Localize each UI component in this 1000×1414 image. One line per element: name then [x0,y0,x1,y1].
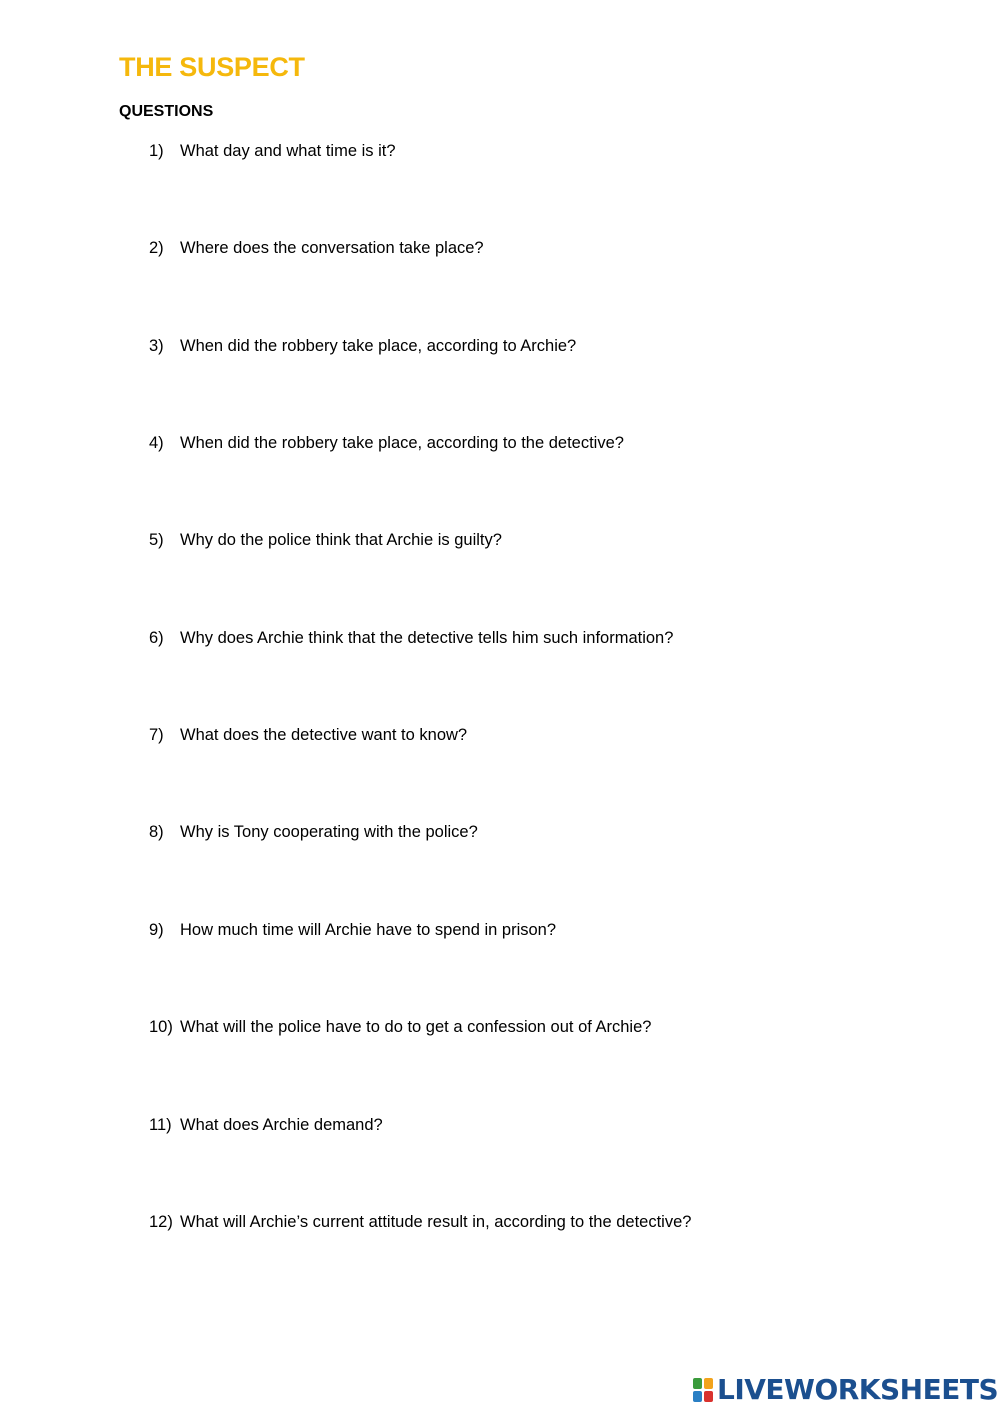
question-number: 9) [149,921,164,939]
liveworksheets-logo [692,1373,998,1407]
question-item [149,822,478,842]
question-item [149,433,624,453]
question-item [149,1017,651,1037]
question-item [149,141,396,161]
question-number: 2) [149,239,164,257]
question-number: 10) [149,1018,173,1036]
question-text: What will the police have to do to get a confession out of Archie? [180,1018,652,1036]
question-text: What does the detective want to know? [180,726,468,744]
question-number: 7) [149,726,164,744]
question-number: 4) [149,434,164,452]
question-number: 12) [149,1213,173,1231]
logo-text: LIVEWORKSHEETS [717,1373,999,1406]
question-text: When did the robbery take place, according to Archie? [180,337,577,355]
question-text: What does Archie demand? [180,1116,383,1134]
question-text: Why do the police think that Archie is guilty? [180,531,502,549]
question-text: What day and what time is it? [180,142,396,160]
question-text: How much time will Archie have to spend in prison? [180,921,557,939]
question-number: 6) [149,629,164,647]
question-text: Why does Archie think that the detective tells him such information? [180,629,674,647]
question-item [149,238,484,258]
question-text: What will Archie’s current attitude result in, according to the detective? [180,1213,692,1231]
question-text: Where does the conversation take place? [180,239,484,257]
question-text: When did the robbery take place, according to the detective? [180,434,624,452]
question-number: 8) [149,823,164,841]
section-heading: QUESTIONS [119,103,214,120]
question-item [149,336,576,356]
question-item [149,1115,383,1135]
question-item [149,530,502,550]
question-number: 5) [149,531,164,549]
question-item [149,628,673,648]
question-number: 1) [149,142,164,160]
question-number: 3) [149,337,164,355]
page-title: THE SUSPECT [119,52,305,82]
liveworksheets-logo-icon [692,1377,714,1403]
question-number: 11) [149,1116,172,1134]
question-text: Why is Tony cooperating with the police? [180,823,478,841]
question-item [149,725,467,745]
question-item [149,920,556,940]
question-item [149,1212,691,1232]
